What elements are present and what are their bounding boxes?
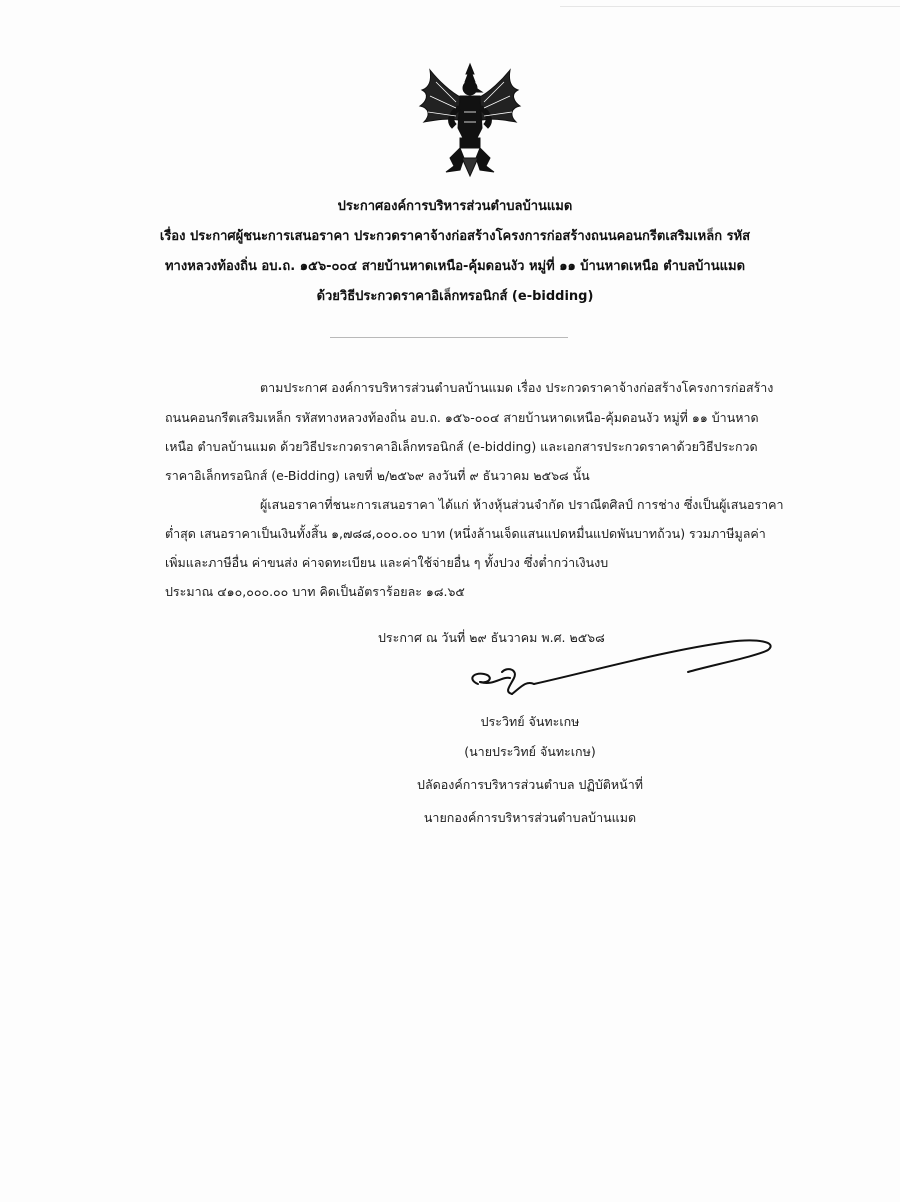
- paragraph-2-line-1: ผู้เสนอราคาที่ชนะการเสนอราคา ได้แก่ ห้างหุ้นส่วนจำกัด ปราณีตศิลป์ การช่าง ซึ่งเป็นผู้เสนอราคา: [260, 497, 784, 512]
- paragraph-2-line-4: ประมาณ ๔๑๐,๐๐๐.๐๐ บาท คิดเป็นอัตราร้อยละ ๑๘.๖๕: [165, 584, 465, 599]
- subject-line-3: ด้วยวิธีประกวดราคาอิเล็กทรอนิกส์ (e-bidding): [316, 289, 594, 304]
- paragraph-1-line-3: เหนือ ตำบลบ้านแมด ด้วยวิธีประกวดราคาอิเล็กทรอนิกส์ (e-bidding) และเอกสารประกวดราคาด้วยวิธีประกวด: [165, 439, 758, 454]
- paragraph-1-line-2: ถนนคอนกรีตเสริมเหล็ก รหัสทางหลวงท้องถิ่น อบ.ถ. ๑๕๖-๐๐๔ สายบ้านหาดเหนือ-คุ้มดอนงัว หมู่ที่ ๑๑ บ้านหาด: [165, 410, 759, 425]
- handwritten-signature: [458, 632, 788, 702]
- subject-line-1: เรื่อง ประกาศผู้ชนะการเสนอราคา ประกวดราคาจ้างก่อสร้างโครงการก่อสร้างถนนคอนกรีตเสริมเหล็ก รหัส: [159, 229, 751, 244]
- scan-edge-line: [560, 6, 900, 7]
- announcement-title: ประกาศองค์การบริหารส่วนตำบลบ้านแมด: [337, 199, 573, 214]
- paragraph-1-line-4: ราคาอิเล็กทรอนิกส์ (e-Bidding) เลขที่ ๒/๒๕๖๙ ลงวันที่ ๙ ธันวาคม ๒๕๖๘ นั้น: [165, 468, 590, 483]
- signer-full-name: (นายประวิทย์ จันทะเกษ): [464, 744, 596, 759]
- signer-name: ประวิทย์ จันทะเกษ: [480, 714, 580, 729]
- announcement-date: ประกาศ ณ วันที่ ๒๙ ธันวาคม พ.ศ. ๒๕๖๘: [378, 630, 605, 645]
- garuda-emblem-icon: [416, 62, 524, 178]
- paragraph-2-line-3: เพิ่มและภาษีอื่น ค่าขนส่ง ค่าจดทะเบียน และค่าใช้จ่ายอื่น ๆ ทั้งปวง ซึ่งต่ำกว่าเงินงบ: [165, 555, 609, 570]
- signer-position-1: ปลัดองค์การบริหารส่วนตำบล ปฏิบัติหน้าที่: [417, 777, 643, 792]
- subject-line-2: ทางหลวงท้องถิ่น อบ.ถ. ๑๕๖-๐๐๔ สายบ้านหาดเหนือ-คุ้มดอนงัว หมู่ที่ ๑๑ บ้านหาดเหนือ ตำบลบ้านแมด: [164, 259, 746, 274]
- signer-position-2: นายกองค์การบริหารส่วนตำบลบ้านแมด: [423, 810, 637, 825]
- paragraph-2-line-2: ต่ำสุด เสนอราคาเป็นเงินทั้งสิ้น ๑,๗๘๘,๐๐๐.๐๐ บาท (หนึ่งล้านเจ็ดแสนแปดหมื่นแปดพันบาทถ้วน) รวมภาษีมูลค่า: [165, 526, 766, 541]
- paragraph-1-line-1: ตามประกาศ องค์การบริหารส่วนตำบลบ้านแมด เรื่อง ประกวดราคาจ้างก่อสร้างโครงการก่อสร้าง: [260, 380, 774, 395]
- divider: [330, 337, 568, 338]
